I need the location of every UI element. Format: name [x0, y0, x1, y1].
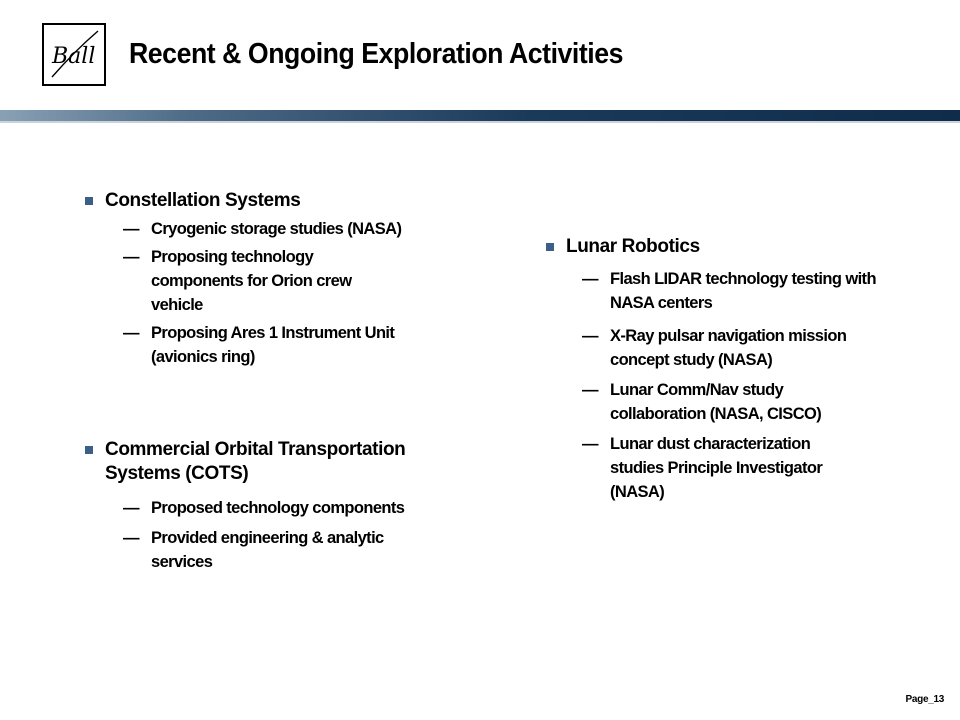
dash-bullet-icon: — — [123, 324, 139, 342]
section-heading: Constellation Systems — [105, 190, 301, 211]
bullet-item — [546, 235, 906, 259]
page-number: Page_13 — [905, 694, 944, 705]
sub-item — [582, 267, 882, 315]
sub-item-text: Provided engineering & analytic services — [151, 529, 384, 571]
square-bullet-icon — [85, 446, 93, 454]
dash-bullet-icon: — — [123, 499, 139, 517]
sub-item — [123, 496, 465, 520]
sub-item-text: Proposed technology components — [151, 499, 405, 517]
section-lunar-robotics — [546, 235, 906, 504]
section-heading: Lunar Robotics — [566, 236, 700, 257]
sub-item-text: X-Ray pulsar navigation mission concept study (NASA) — [610, 327, 847, 369]
sub-item — [582, 324, 887, 372]
sub-item — [123, 245, 398, 317]
sub-item — [582, 378, 852, 426]
bullet-item — [85, 438, 465, 486]
sub-item — [582, 432, 867, 504]
sub-item-text: Proposing Ares 1 Instrument Unit (avionics ring) — [151, 324, 395, 366]
sub-item-text: Lunar Comm/Nav study collaboration (NASA, CISCO) — [610, 381, 822, 423]
ball-logo-icon — [44, 25, 104, 84]
sub-item-text: Flash LIDAR technology testing with NASA centers — [610, 270, 876, 312]
ball-logo — [42, 23, 106, 86]
bullet-item — [85, 189, 465, 213]
logo-text: Ball — [52, 44, 96, 69]
dash-bullet-icon: — — [582, 327, 598, 345]
section-cots — [85, 438, 465, 574]
dash-bullet-icon: — — [123, 248, 139, 266]
sub-item-text: Proposing technology components for Orion crew vehicle — [151, 248, 352, 314]
sub-item-text: Cryogenic storage studies (NASA) — [151, 220, 402, 238]
dash-bullet-icon: — — [123, 529, 139, 547]
section-constellation — [85, 189, 465, 369]
sub-item — [123, 526, 423, 574]
dash-bullet-icon: — — [123, 220, 139, 238]
sub-item — [123, 217, 465, 241]
header-rule — [0, 110, 960, 121]
square-bullet-icon — [85, 197, 93, 205]
dash-bullet-icon: — — [582, 381, 598, 399]
page-title: Recent & Ongoing Exploration Activities — [129, 38, 623, 70]
dash-bullet-icon: — — [582, 435, 598, 453]
square-bullet-icon — [546, 243, 554, 251]
sub-item — [123, 321, 443, 369]
sub-item-text: Lunar dust characterization studies Principle Investigator (NASA) — [610, 435, 823, 501]
header-rule-shadow — [0, 121, 960, 123]
section-heading: Commercial Orbital Transportation Systems (COTS) — [105, 439, 406, 484]
dash-bullet-icon: — — [582, 270, 598, 288]
